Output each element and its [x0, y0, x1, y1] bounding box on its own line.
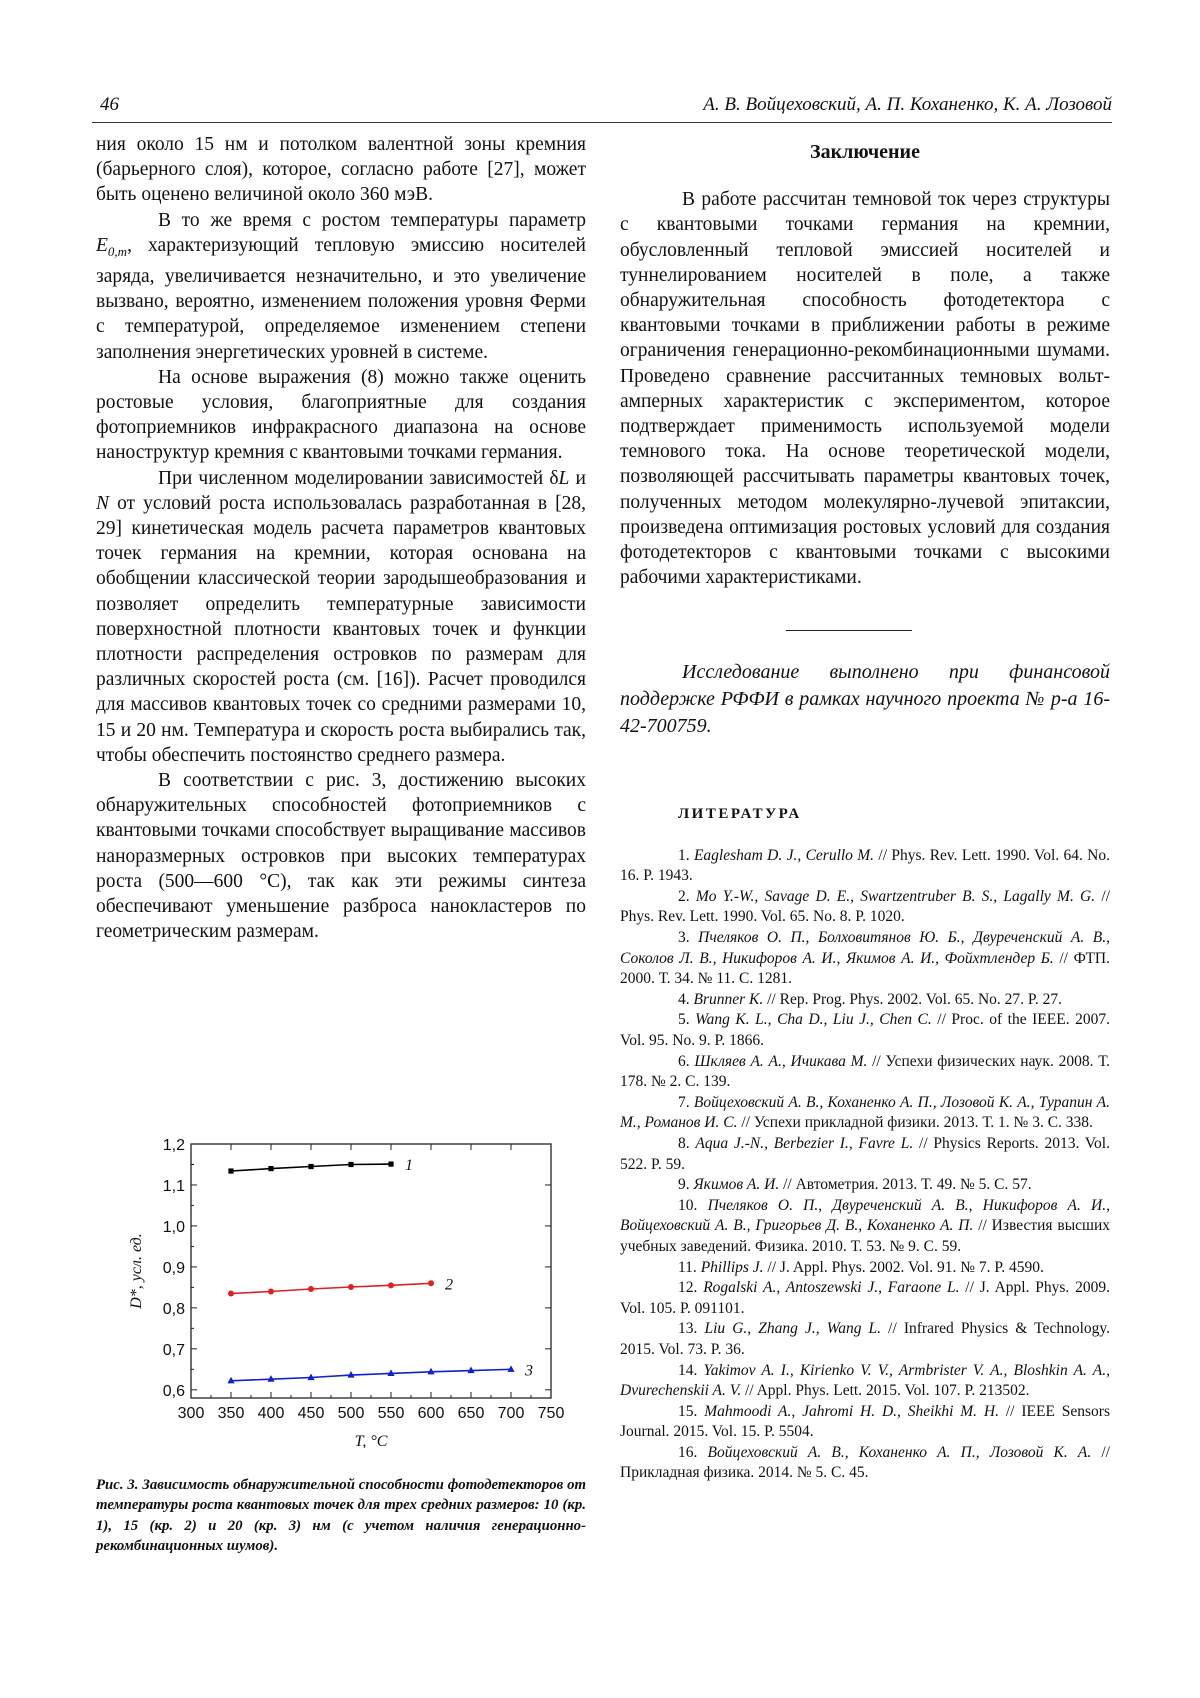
reference-number: 6.	[678, 1052, 695, 1070]
reference-number: 4.	[678, 990, 694, 1008]
reference-source: // J. Appl. Phys. 2009. Vol. 105. P. 091101.	[620, 1279, 1110, 1317]
reference-authors: Yakimov A. I., Kirienko V. V., Armbrister V. A., Bloshkin A. A., Dvurechenskii A. V.	[620, 1361, 1110, 1400]
series-2-point	[388, 1282, 394, 1288]
series-1-point	[388, 1161, 393, 1166]
reference-authors: Wang K. L., Cha D., Liu J., Chen C.	[695, 1011, 932, 1029]
references-heading: ЛИТЕРАТУРА	[678, 806, 802, 823]
reference-number: 2.	[678, 887, 696, 905]
y-tick-label: 0,9	[162, 1259, 185, 1277]
reference-authors: Rogalski A., Antoszewski J., Faraone L.	[703, 1279, 960, 1297]
series-2-point	[428, 1280, 434, 1286]
plot-frame	[191, 1144, 551, 1398]
reference-source: // Автометрия. 2013. Т. 49. № 5. С. 57.	[779, 1176, 1032, 1194]
y-tick-label: 0,6	[162, 1382, 185, 1400]
series-1-point	[228, 1168, 233, 1173]
reference-source: // Physics Reports. 2013. Vol. 522. P. 59.	[620, 1134, 1110, 1173]
reference-number: 5.	[678, 1011, 696, 1029]
reference-number: 10.	[678, 1196, 708, 1214]
reference-item	[620, 1443, 1110, 1484]
reference-authors: Aqua J.-N., Berbezier I., Favre L.	[695, 1134, 914, 1152]
reference-source: // Известия высших учебных заведений. Физика. 2010. Т. 53. № 9. С. 59.	[620, 1217, 1111, 1255]
reference-number: 8.	[678, 1134, 696, 1152]
reference-item	[620, 846, 1110, 887]
y-tick-label: 1,2	[162, 1137, 185, 1154]
reference-source: // Успехи прикладной физики. 2013. Т. 1. № 3. С. 338.	[737, 1114, 1093, 1132]
reference-source: // J. Appl. Phys. 2002. Vol. 91. № 7. P. 4590.	[763, 1258, 1044, 1276]
x-tick-label: 750	[537, 1405, 565, 1422]
x-tick-label: 550	[377, 1405, 405, 1422]
reference-item	[620, 1010, 1110, 1051]
reference-source: // Rep. Prog. Phys. 2002. Vol. 65. No. 27. P. 27.	[763, 990, 1062, 1008]
reference-authors: Шкляев А. А., Ичикава М.	[694, 1052, 868, 1070]
reference-item	[620, 1196, 1110, 1258]
reference-source: // Appl. Phys. Lett. 2015. Vol. 107. P. 213502.	[741, 1382, 1030, 1400]
left-column	[96, 132, 586, 944]
reference-source: // Phys. Rev. Lett. 1990. Vol. 65. No. 8. P. 1020.	[620, 887, 1110, 926]
reference-number: 13.	[678, 1320, 705, 1338]
series-1-point	[268, 1166, 273, 1171]
reference-authors: Пчеляков О. П., Двуреченский А. В., Никифоров А. И., Войцеховский А. В., Григорьев Д. В., Коханенко А. П.	[620, 1196, 1111, 1235]
reference-source: // Infrared Physics & Technology. 2015. Vol. 73. P. 36.	[620, 1320, 1110, 1358]
reference-item	[620, 1093, 1110, 1134]
reference-authors: Пчеляков О. П., Болховитянов Ю. Б., Двуреченский А. В., Соколов Л. В., Никифоров А. И., Якимов А. И., Фойхтлендер Б.	[620, 929, 1111, 967]
conclusion-heading: Заключение	[810, 141, 920, 163]
y-tick-label: 0,8	[162, 1300, 185, 1318]
reference-source: // IEEE Sensors Journal. 2015. Vol. 15. P. 5504.	[620, 1402, 1111, 1441]
reference-authors: Mo Y.-W., Savage D. E., Swartzentruber B. S., Lagally M. G.	[695, 887, 1096, 905]
reference-source: // Прикладная физика. 2014. № 5. С. 45.	[620, 1443, 1110, 1482]
paragraph-1: ния около 15 нм и потолком валентной зоны кремния (барьерного слоя), которое, согласно работе [27], может быть оценено величиной около 360 мэВ.	[96, 134, 586, 206]
reference-authors: Eaglesham D. J., Cerullo M.	[693, 846, 875, 864]
separator-line	[786, 630, 912, 631]
header-authors: А. В. Войцеховский, А. П. Коханенко, К. А. Лозовой	[703, 94, 1112, 115]
x-tick-label: 500	[337, 1405, 365, 1422]
y-tick-label: 1,0	[162, 1218, 185, 1236]
x-tick-label: 300	[177, 1405, 205, 1422]
x-tick-label: 350	[217, 1405, 245, 1422]
reference-number: 1.	[678, 846, 694, 864]
funding-note: Исследование выполнено при финансовой поддержке РФФИ в рамках научного проекта № р-а 16-42-700759.	[620, 661, 1110, 738]
reference-item	[620, 887, 1110, 928]
reference-authors: Mahmoodi A., Jahromi H. D., Sheikhi M. H.	[704, 1402, 999, 1420]
reference-item	[620, 1278, 1110, 1319]
reference-number: 7.	[678, 1093, 694, 1111]
reference-source: // Успехи физических наук. 2008. Т. 178. № 2. С. 139.	[620, 1052, 1110, 1091]
y-tick-label: 1,1	[162, 1177, 185, 1195]
x-tick-label: 700	[497, 1405, 525, 1422]
reference-item	[620, 990, 1110, 1011]
series-2-point	[308, 1286, 314, 1292]
series-1-label: 1	[405, 1157, 413, 1175]
reference-number: 12.	[678, 1279, 704, 1297]
y-tick-label: 0,7	[162, 1341, 185, 1359]
series-1-point	[308, 1164, 313, 1169]
references-list	[620, 846, 1110, 1484]
y-axis-label: D*, усл. ед.	[128, 1233, 145, 1309]
reference-authors: Войцеховский А. В., Коханенко А. П., Лозовой К. А.	[707, 1443, 1092, 1461]
paragraph-4: При численном моделировании зависимостей δL и N от условий роста использовалась разработанная в [28, 29] кинетическая модель расчета параметров квантовых точек германия на кремнии, которая основана на обобщении классической теории зародышеобразования и позволяет определить температурные зависимости поверхностной плотности квантовых точек и функции плотности распределения островков по размерам для различных скоростей роста (см. [16]). Расчет проводился для массивов квантовых точек со средними размерами 10, 15 и 20 нм. Температура и скорость роста выбирались так, чтобы обеспечить постоянство среднего размера.	[96, 467, 586, 766]
reference-number: 11.	[678, 1258, 701, 1276]
figure-caption: Рис. 3. Зависимость обнаружительной способности фотодетекторов от температуры роста квантовых точек для трех средних размеров: 10 (кр. 1), 15 (кр. 2) и 20 (кр. 3) нм (с учетом наличия генерационно-рекомбинационных шумов).	[96, 1477, 586, 1555]
detectivity-chart	[96, 1128, 586, 1448]
x-axis-label: T, °C	[354, 1433, 388, 1448]
right-column	[620, 132, 1110, 1484]
series-2-point	[348, 1284, 354, 1290]
running-header	[92, 90, 1112, 123]
paragraph-3: На основе выражения (8) можно также оценить ростовые условия, благоприятные для создания фотоприемников инфракрасного диапазона на основе наноструктур кремния с квантовыми точками германия.	[96, 366, 586, 464]
reference-authors: Якимов А. И.	[693, 1176, 780, 1194]
x-tick-label: 400	[257, 1405, 285, 1422]
reference-item	[620, 1175, 1110, 1196]
series-3-label: 3	[525, 1362, 533, 1380]
reference-authors: Brunner K.	[693, 990, 764, 1008]
reference-item	[620, 1361, 1110, 1402]
reference-source: // Proc. of the IEEE. 2007. Vol. 95. No. 9. P. 1866.	[620, 1011, 1110, 1049]
x-tick-label: 650	[457, 1405, 485, 1422]
x-tick-label: 450	[297, 1405, 325, 1422]
reference-item	[620, 1258, 1110, 1279]
reference-item	[620, 1134, 1110, 1175]
reference-authors: Войцеховский А. В., Коханенко А. П., Лозовой К. А., Турапин А. М., Романов И. С.	[620, 1093, 1111, 1132]
x-tick-label: 600	[417, 1405, 445, 1422]
series-2-point	[268, 1288, 274, 1294]
reference-number: 16.	[678, 1443, 708, 1461]
reference-number: 14.	[678, 1361, 704, 1379]
figure-3	[96, 1128, 586, 1448]
reference-number: 3.	[678, 929, 699, 947]
reference-number: 9.	[678, 1176, 694, 1194]
reference-item	[620, 1052, 1110, 1093]
series-2-line	[231, 1283, 431, 1293]
reference-source: // ФТП. 2000. Т. 34. № 11. С. 1281.	[620, 949, 1110, 988]
page-number: 46	[100, 94, 119, 115]
reference-authors: Phillips J.	[700, 1258, 764, 1276]
reference-authors: Liu G., Zhang J., Wang L.	[704, 1320, 882, 1338]
reference-source: // Phys. Rev. Lett. 1990. Vol. 64. No. 16. P. 1943.	[620, 846, 1111, 885]
reference-number: 15.	[678, 1402, 705, 1420]
reference-item	[620, 1319, 1110, 1360]
paragraph-2: В то же время с ростом температуры параметр $E_{0,m}$, характеризующий тепловую эмиссию носителей заряда, увеличивается незначительно, и это увеличение вызвано, вероятно, изменением положения уровня Ферми с температурой, определяемое изменением степени заполнения энергетических уровней в системе.	[96, 209, 586, 363]
series-2-label: 2	[445, 1276, 453, 1294]
reference-item	[620, 928, 1110, 990]
reference-item	[620, 1402, 1110, 1443]
paragraph-5: В соответствии с рис. 3, достижению высоких обнаружительных способностей фотоприемников с квантовыми точками способствует выращивание массивов наноразмерных островков при высоких температурах роста (500—600 °С), так как эти режимы синтеза обеспечивают уменьшение разброса нанокластеров по геометрическим размерам.	[96, 769, 586, 943]
series-1-point	[348, 1162, 353, 1167]
conclusion-paragraph: В работе рассчитан темновой ток через структуры с квантовыми точками германия на кремнии, обусловленный тепловой эмиссией носителей и туннелированием носителей в поле, а также обнаружительная способность фотодетектора с квантовыми точками в приближении работы в режиме ограничения генерационно-рекомбинационными шумами. Проведено сравнение рассчитанных темновых вольт-амперных характеристик с экспериментом, которое подтверждает применимость используемой модели темнового тока. На основе теоретической модели, позволяющей рассчитывать параметры квантовых точек, полученных методом молекулярно-лучевой эпитаксии, произведена оптимизация ростовых условий для создания фотодетекторов с квантовыми точками с высокими рабочими характеристиками.	[620, 189, 1110, 589]
series-2-point	[228, 1291, 234, 1297]
